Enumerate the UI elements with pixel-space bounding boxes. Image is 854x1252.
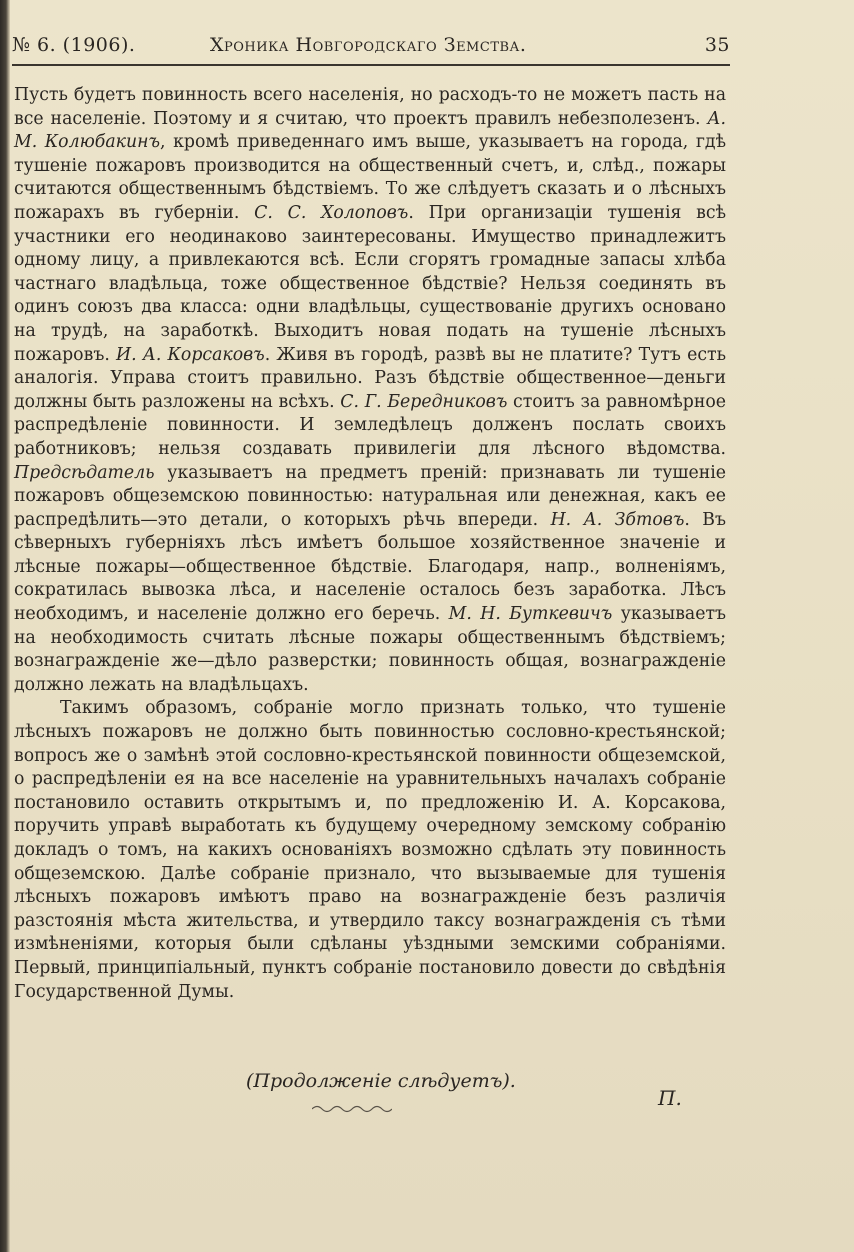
speaker-name: Н. А. Збтовъ [550,509,685,530]
speaker-name: С. Г. Бередниковъ [340,391,508,412]
journal-title: Хроника Новгородскаго Земства. [210,34,527,56]
paragraph-discussion [14,84,726,697]
speaker-name: М. Н. Буткевичъ [448,604,613,625]
article-body [14,84,726,1004]
text-segment: . Живя въ городѣ, развѣ вы не платите? Тутъ есть аналогія. Управа стоитъ правильно. Разъ бѣдствіе общественное—деньги должны быть разложены на всѣхъ. [14,344,726,412]
paragraph-resolution: Такимъ образомъ, собраніе могло признать только, что тушеніе лѣсныхъ пожаровъ не должно быть повинностью сословно-крестьянской; вопросъ же о замѣнѣ этой сословно-крестьянской повинности общеземской, о распредѣленіи ея на все населеніе на уравнительныхъ началахъ собраніе постановило оставить открытымъ и, по предложенію И. А. Корсакова, поручить управѣ выработать къ будущему очередному земскому собранію докладъ о томъ, на какихъ основаніяхъ возможно сдѣлать эту повинность общеземскою. Далѣе собраніе признало, что вызываемые для тушенія лѣсныхъ пожаровъ имѣютъ право на вознагражденіе безъ различія разстоянія мѣста жительства, и утвердило таксу вознагражденія съ тѣми измѣненіями, которыя были сдѣланы уѣздными земскими собраніями. Первый, принципіальный, пунктъ собраніе постановило довести до свѣдѣнія Государственной Думы. [14,698,726,1002]
ornament-squiggle [312,1104,392,1114]
text-segment: . При организаціи тушенія всѣ участники его неодинаково заинтересованы. Имущество принадлежитъ одному лицу, а привлекаются всѣ. Если сгорятъ громадные запасы хлѣба частнаго владѣльца, тоже общественное бѣдствіе? Нельзя соединять въ одинъ союзъ два класса: одни владѣльцы, существованіе другихъ основано на трудѣ, на заработкѣ. Выходитъ новая подать на тушеніе лѣсныхъ пожаровъ. [14,202,726,365]
text-segment: стоитъ за равномѣрное распредѣленіе повинности. И земледѣлецъ долженъ послать своихъ работниковъ; нельзя создавать привилегіи для лѣсного вѣдомства. [14,391,726,459]
author-initial: П. [658,1086,682,1110]
text-segment: Пусть будетъ повинность всего населенія, но расходъ-то не можетъ пасть на все населеніе. Поэтому и я считаю, что проектъ правилъ небезполезенъ. [14,85,726,129]
header-rule [12,64,730,66]
speaker-name: И. А. Корсаковъ [116,344,265,365]
issue-number: № 6. (1906). [12,34,136,56]
page-number: 35 [704,34,730,56]
text-segment: , кромѣ приведеннаго имъ выше, указываетъ на города, гдѣ тушеніе пожаровъ производится на общественный счетъ, и, слѣд., пожары считаются общественнымъ бѣдствіемъ. То же слѣдуетъ сказать и о лѣсныхъ пожарахъ въ губерніи. [14,132,726,223]
speaker-name: С. С. Холоповъ [254,202,409,223]
running-header [12,32,730,60]
text-segment: указываетъ на необходимость считать лѣсные пожары общественнымъ бѣдствіемъ; вознагражденіе же—дѣло разверстки; повинность общая, вознагражденіе должно лежать на владѣльцахъ. [14,604,727,695]
continuation-note: (Продолженіе слѣдуетъ). [246,1070,516,1092]
text-segment: . Въ сѣверныхъ губерніяхъ лѣсъ имѣетъ большое хозяйственное значеніе и лѣсные пожары—общественное бѣдствіе. Благодаря, напр., волненіямъ, сократилась вывозка лѣса, и населеніе осталось безъ заработка. Лѣсъ необходимъ, и населеніе должно его беречь. [14,509,726,625]
text-segment: указываетъ на предметъ преній: признавать ли тушеніе пожаровъ общеземскою повинностью: натуральная или денежная, какъ ее распредѣлить—это детали, о которыхъ рѣчь впереди. [14,462,726,530]
speaker-name: Предсѣдатель [14,462,155,483]
book-spine-shadow [0,0,10,1252]
speaker-name: А. М. Колюбакинъ [14,108,726,153]
